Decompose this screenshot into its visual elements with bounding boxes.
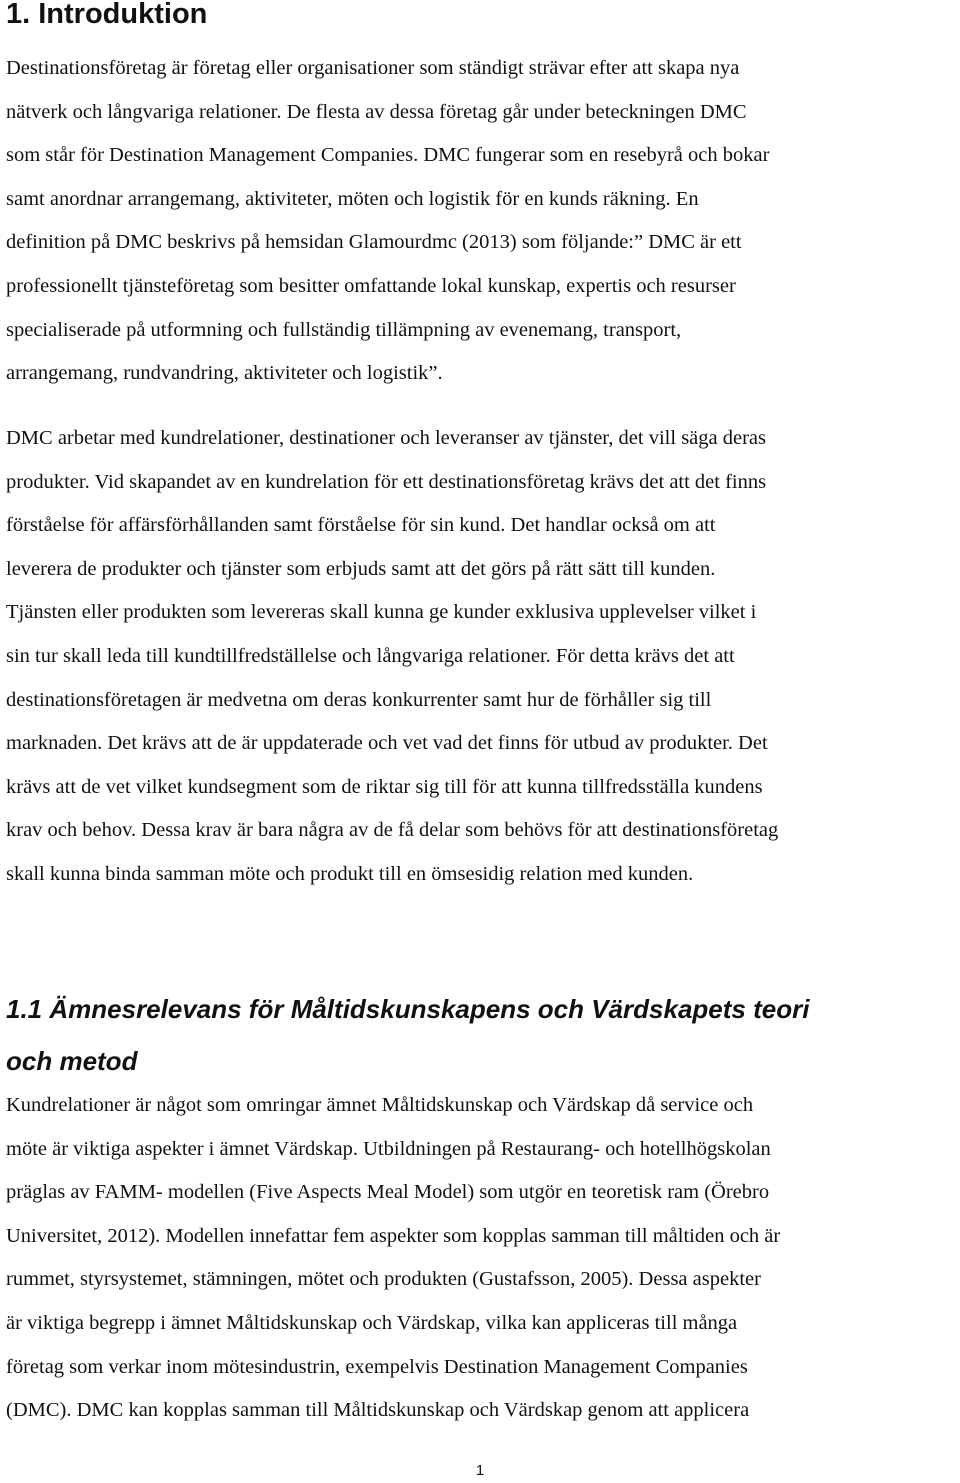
page-number: 1 (475, 1462, 485, 1479)
text-line: som står för Destination Management Companies. DMC fungerar som en resebyrå och bokar (6, 144, 770, 167)
paragraph-intro (6, 47, 960, 396)
text-line: marknaden. Det krävs att de är uppdaterade och vet vad det finns för utbud av produkter. Det (6, 732, 768, 755)
text-line: företag som verkar inom mötesindustrin, exempelvis Destination Management Companies (6, 1355, 748, 1378)
text-line: professionellt tjänsteföretag som besitter omfattande lokal kunskap, expertis och resurser (6, 274, 736, 297)
text-line: leverera de produkter och tjänster som erbjuds samt att det görs på rätt sätt till kunden. (6, 557, 716, 580)
text-line: destinationsföretagen är medvetna om deras konkurrenter samt hur de förhåller sig till (6, 688, 712, 711)
paragraph-subject-relevance (6, 1084, 960, 1433)
text-line: rummet, styrsystemet, stämningen, mötet och produkten (Gustafsson, 2005). Dessa aspekter (6, 1268, 761, 1291)
text-line: möte är viktiga aspekter i ämnet Värdskap. Utbildningen på Restaurang- och hotellhögskolan (6, 1137, 771, 1160)
text-line: Universitet, 2012). Modellen innefattar fem aspekter som kopplas samman till måltiden och är (6, 1224, 781, 1247)
text-line: Kundrelationer är något som omringar ämnet Måltidskunskap och Värdskap då service och (6, 1094, 754, 1116)
paragraph-dmc-relations (6, 417, 960, 897)
text-line: krav och behov. Dessa krav är bara några av de få delar som behövs för att destinationsföretag (6, 819, 779, 842)
text-line: definition på DMC beskrivs på hemsidan Glamourdmc (2013) som följande:” DMC är ett (6, 231, 742, 254)
section-heading: 1. Introduktion (6, 0, 208, 30)
text-line: (DMC). DMC kan kopplas samman till Måltidskunskap och Värdskap genom att applicera (6, 1399, 750, 1422)
subsection-heading (6, 983, 809, 1087)
text-line: Tjänsten eller produkten som levereras skall kunna ge kunder exklusiva upplevelser vilket i (6, 601, 757, 624)
text-line: Destinationsföretag är företag eller organisationer som ständigt strävar efter att skapa nya (6, 57, 740, 79)
text-line: skall kunna binda samman möte och produkt till en ömsesidig relation med kunden. (6, 862, 694, 885)
text-line: präglas av FAMM- modellen (Five Aspects Meal Model) som utgör en teoretisk ram (Örebro (6, 1181, 770, 1204)
text-line: samt anordnar arrangemang, aktiviteter, möten och logistik för en kunds räkning. En (6, 187, 699, 210)
text-line: specialiserade på utformning och fullständig tillämpning av evenemang, transport, (6, 318, 682, 341)
text-line: nätverk och långvariga relationer. De flesta av dessa företag går under beteckningen DMC (6, 100, 747, 123)
text-line: produkter. Vid skapandet av en kundrelation för ett destinationsföretag krävs det att det finns (6, 470, 767, 493)
heading-line: 1.1 Ämnesrelevans för Måltidskunskapens och Värdskapets teori (6, 994, 810, 1024)
text-line: sin tur skall leda till kundtillfredställelse och långvariga relationer. För detta krävs det att (6, 644, 735, 667)
heading-line: och metod (6, 1046, 138, 1076)
text-line: är viktiga begrepp i ämnet Måltidskunskap och Värdskap, vilka kan appliceras till många (6, 1311, 738, 1334)
text-line: förståelse för affärsförhållanden samt förståelse för sin kund. Det handlar också om att (6, 514, 716, 537)
text-line: arrangemang, rundvandring, aktiviteter och logistik”. (6, 362, 443, 385)
text-line: krävs att de vet vilket kundsegment som de riktar sig till för att kunna tillfredsställa kundens (6, 775, 763, 798)
text-line: DMC arbetar med kundrelationer, destinationer och leveranser av tjänster, det vill säga deras (6, 427, 766, 449)
